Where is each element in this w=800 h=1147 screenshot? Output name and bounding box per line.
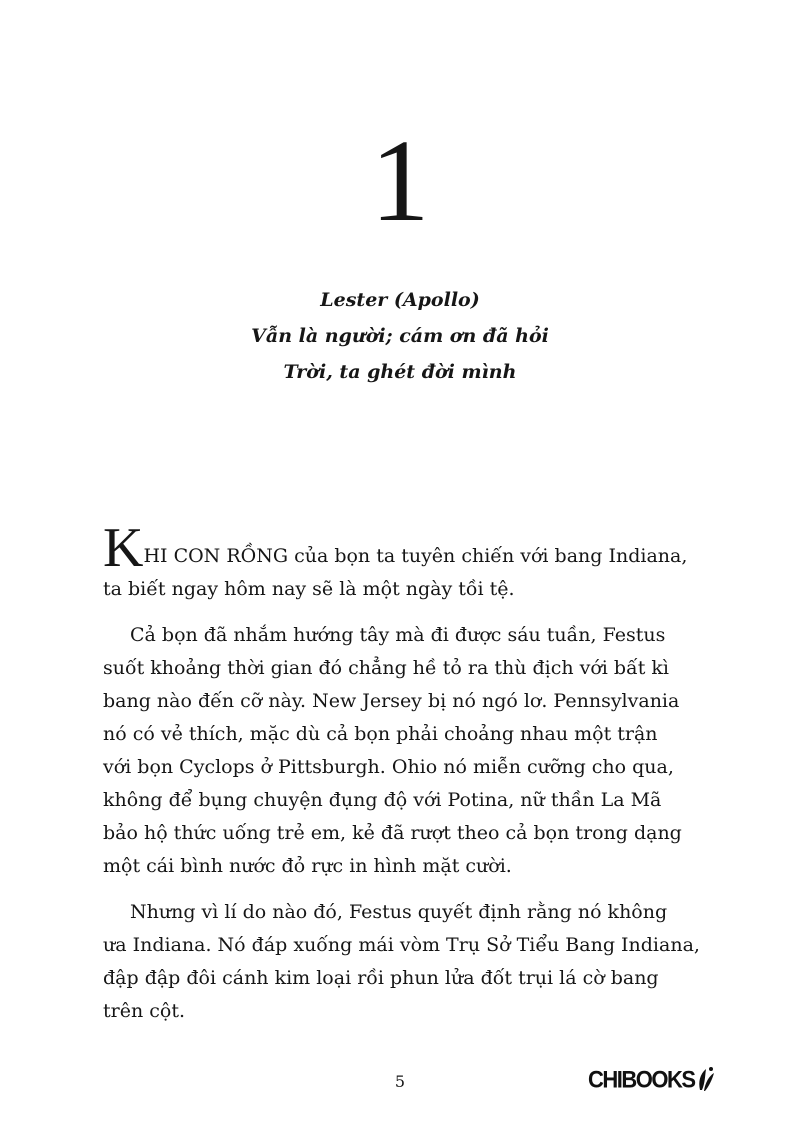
text-line: ta biết ngay hôm nay sẽ là một ngày tồi tệ. (103, 578, 515, 600)
text-line (103, 517, 700, 579)
publisher-logo (588, 1065, 716, 1095)
text-line: với bọn Cyclops ở Pittsburgh. Ohio nó miễn cưỡng cho qua, (103, 756, 674, 778)
chapter-epigraph (0, 282, 800, 390)
epigraph-line: Vẫn là người; cám ơn đã hỏi (251, 325, 549, 347)
drop-cap: K (103, 517, 144, 579)
book-leaf-icon (696, 1066, 716, 1094)
paragraph (103, 517, 700, 606)
body-text (103, 517, 700, 1041)
paragraph (103, 896, 700, 1028)
text-line: bang nào đến cỡ này. New Jersey bị nó ngó lơ. Pennsylvania (103, 690, 680, 712)
line-text: của bọn ta tuyên chiến với bang Indiana, (288, 545, 688, 567)
text-line: suốt khoảng thời gian đó chẳng hề tỏ ra thù địch với bất kì (103, 657, 669, 679)
text-line: một cái bình nước đỏ rực in hình mặt cười. (103, 855, 512, 877)
text-line: ưa Indiana. Nó đáp xuống mái vòm Trụ Sở Tiểu Bang Indiana, (103, 934, 700, 956)
text-line: không để bụng chuyện đụng độ với Potina, nữ thần La Mã (103, 789, 662, 811)
page-number: 5 (394, 1072, 406, 1091)
text-line: nó có vẻ thích, mặc dù cả bọn phải choảng nhau một trận (103, 723, 658, 745)
chapter-number: 1 (370, 115, 430, 246)
text-line: bảo hộ thức uống trẻ em, kẻ đã rượt theo cả bọn trong dạng (103, 822, 682, 844)
text-line: Nhưng vì lí do nào đó, Festus quyết định rằng nó không (130, 901, 668, 923)
epigraph-line: Trời, ta ghét đời mình (283, 361, 517, 383)
publisher-logo-text: CHIBOOKS (588, 1065, 695, 1094)
paragraph (103, 619, 700, 883)
text-line: đập đập đôi cánh kim loại rồi phun lửa đốt trụi lá cờ bang (103, 967, 659, 989)
lead-caps: HI CON RỒNG (143, 545, 289, 567)
text-line: trên cột. (103, 1000, 185, 1022)
text-line: Cả bọn đã nhắm hướng tây mà đi được sáu tuần, Festus (130, 624, 666, 646)
epigraph-line: Lester (Apollo) (320, 289, 480, 311)
